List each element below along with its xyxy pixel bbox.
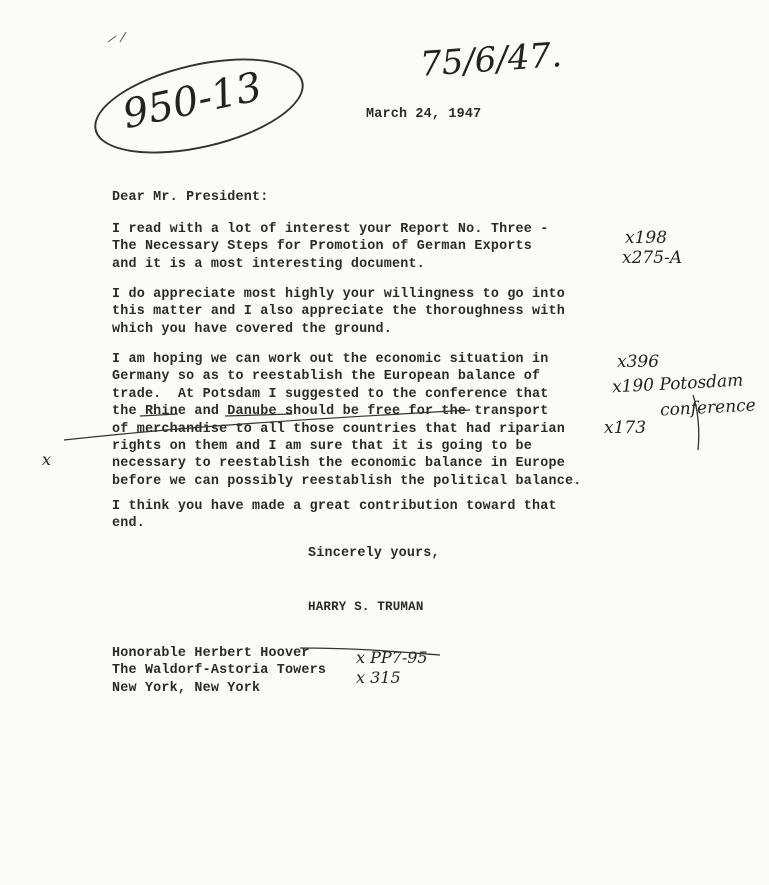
paragraph-line: end.	[112, 516, 145, 532]
file-number: 950-13	[118, 63, 267, 139]
margin-note: x173	[604, 418, 647, 438]
underline-danube	[225, 414, 292, 416]
paragraph-line: I do appreciate most highly your willingness to go into	[112, 287, 565, 302]
address-line: The Waldorf-Astoria Towers	[112, 663, 327, 679]
address-note: x PP7-95	[356, 648, 428, 667]
paragraph-line: the Rhine and Danube should be free for the transport	[112, 404, 549, 420]
top-handwritten-note: 75/6/47.	[418, 35, 564, 85]
paragraph-line: this matter and I also appreciate the thoroughness with	[112, 304, 565, 320]
salutation: Dear Mr. President:	[112, 190, 269, 205]
paragraph-line: and it is a most interesting document.	[112, 256, 425, 272]
address-note: x 315	[356, 668, 401, 687]
paragraph-line: necessary to reestablish the economic balance in Europe	[112, 456, 565, 472]
paragraph-line: I am hoping we can work out the economic situation in	[112, 352, 549, 367]
margin-note: x190 Potosdam	[611, 370, 744, 398]
left-margin-mark: x	[42, 450, 52, 469]
paragraph-line: of merchandise to all those countries that had riparian	[112, 421, 565, 437]
paragraph-line: which you have covered the ground.	[112, 321, 393, 337]
top-corner-scribble	[108, 32, 126, 42]
closing: Sincerely yours,	[308, 546, 440, 561]
underline-rhine	[140, 414, 178, 416]
paragraph-line: I think you have made a great contribution toward that	[112, 499, 557, 514]
margin-note: x396	[617, 352, 660, 372]
margin-note: x275-A	[622, 248, 683, 268]
paragraph-line: trade. At Potsdam I suggested to the conference that	[112, 386, 549, 402]
letter-date: March 24, 1947	[366, 107, 482, 122]
paragraph-line: before we can possibly reestablish the political balance.	[112, 473, 582, 489]
margin-note: x198	[625, 228, 668, 248]
signature: HARRY S. TRUMAN	[308, 600, 424, 614]
address-line: New York, New York	[112, 680, 261, 696]
paragraph-line: The Necessary Steps for Promotion of German Exports	[112, 239, 533, 255]
address-line: Honorable Herbert Hoover	[112, 646, 310, 661]
margin-note: conference	[659, 395, 757, 421]
paragraph-line: I read with a lot of interest your Report No. Three -	[112, 222, 549, 237]
margin-stroke	[693, 395, 699, 450]
address-stroke	[300, 648, 440, 655]
paragraph-line: rights on them and I am sure that it is going to be	[112, 439, 533, 455]
paragraph-line: Germany so as to reestablish the European balance of	[112, 369, 541, 385]
